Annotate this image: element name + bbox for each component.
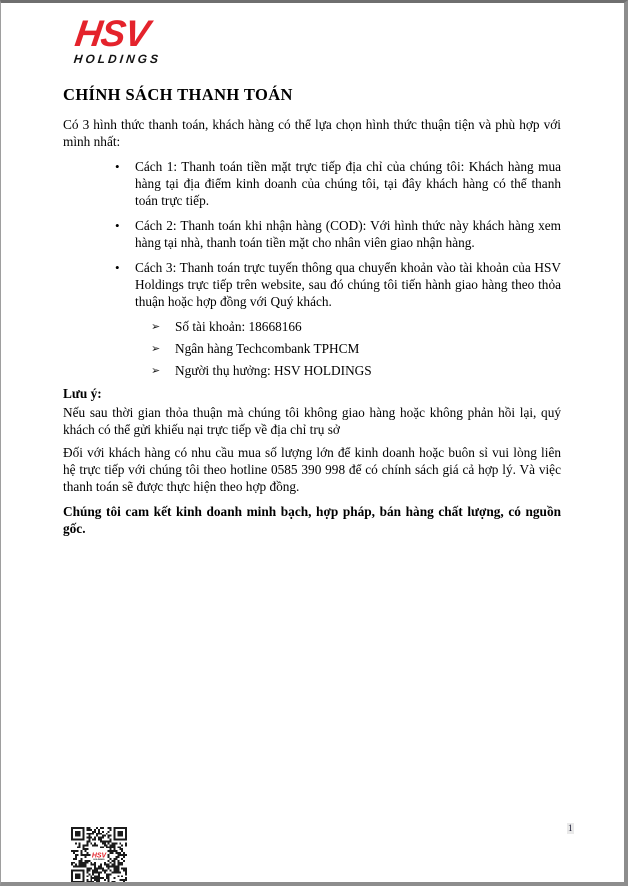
payment-method-item [63, 259, 561, 310]
bullet-icon: • [115, 159, 120, 174]
hsv-logo-holdings-text: HOLDINGS [73, 52, 162, 66]
commitment-statement: Chúng tôi cam kết kinh doanh minh bạch, hợp pháp, bán hàng chất lượng, có nguồn gốc. [63, 504, 561, 536]
payment-method-text: Cách 1: Thanh toán tiền mặt trực tiếp địa chỉ của chúng tôi: Khách hàng mua hàng tại địa điểm kinh doanh của chúng tôi, tại đây khách hàng có thể thanh toán trực tiếp. [135, 159, 561, 208]
payment-method-text: Cách 3: Thanh toán trực tuyến thông qua chuyển khoản vào tài khoản của HSV Holdings trực tiếp trên website, sau đó chúng tôi tiến hành giao hàng theo thỏa thuận hoặc hợp đồng với Quý khách. [135, 260, 561, 309]
bank-detail-item [63, 340, 561, 357]
note-paragraph-2: Đối với khách hàng có nhu cầu mua số lượng lớn để kinh doanh hoặc buôn sỉ vui lòng liên hệ trực tiếp với chúng tôi theo hotline 0585 390 998 để có chính sách giá cả hợp lý. Và việc thanh toán sẽ được thực hiện theo hợp đồng. [63, 445, 561, 494]
qr-code [71, 827, 127, 883]
hsv-logo [72, 13, 162, 66]
arrow-bullet-icon: ➢ [151, 320, 161, 333]
page-number: 1 [568, 823, 573, 833]
intro-paragraph: Có 3 hình thức thanh toán, khách hàng có thể lựa chọn hình thức thuận tiện và phù hợp với mình nhất: [63, 117, 561, 149]
page-title: CHÍNH SÁCH THANH TOÁN [63, 85, 293, 104]
bank-detail-item [63, 362, 561, 379]
bullet-icon: • [115, 260, 120, 275]
bank-detail-item [63, 318, 561, 335]
hsv-logo-text: HSV [72, 13, 152, 54]
payment-method-text: Cách 2: Thanh toán khi nhận hàng (COD): Với hình thức này khách hàng xem hàng tại nhà, thanh toán tiền mặt cho nhân viên giao nhận hàng. [135, 218, 561, 250]
svg-text:HSV: HSV [91, 852, 107, 860]
note-paragraph-1: Nếu sau thời gian thỏa thuận mà chúng tôi không giao hàng hoặc không phản hồi lại, quý khách có thể gửi khiếu nại trực tiếp về địa chỉ trụ sở [63, 405, 561, 437]
arrow-bullet-icon: ➢ [151, 342, 161, 355]
bank-detail-text: Ngân hàng Techcombank TPHCM [175, 341, 360, 356]
payment-method-item [63, 217, 561, 251]
bank-detail-text: Số tài khoản: 18668166 [175, 319, 302, 334]
document-content [1, 3, 624, 537]
bank-detail-text: Người thụ hưởng: HSV HOLDINGS [175, 363, 372, 378]
bank-details-list [63, 318, 561, 379]
svg-text:HOLDINGS: HOLDINGS [93, 859, 105, 862]
arrow-bullet-icon: ➢ [151, 364, 161, 377]
bullet-icon: • [115, 218, 120, 233]
payment-methods-list [63, 158, 561, 310]
payment-method-item [63, 158, 561, 209]
note-label: Lưu ý: [63, 386, 102, 401]
